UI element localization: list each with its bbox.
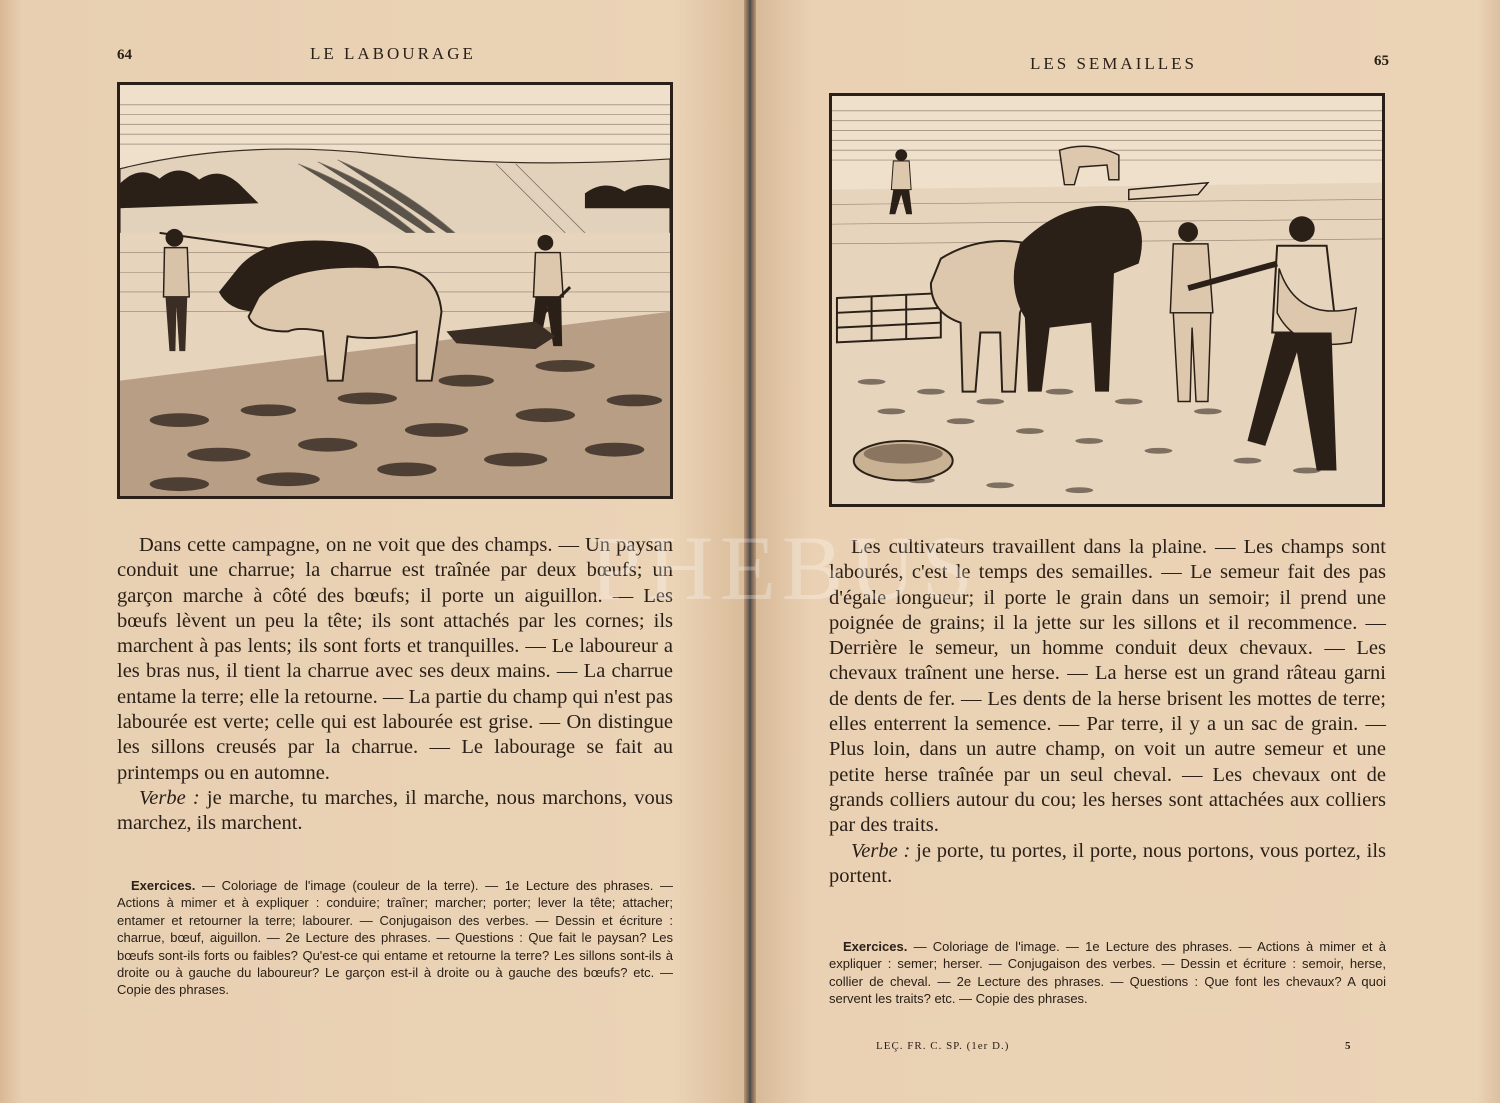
right-verbe-conjugation: je porte, tu portes, il porte, nous portons, vous portez, ils portent. (829, 839, 1386, 887)
left-exercices-text: — Coloriage de l'image (couleur de la terre). — 1e Lecture des phrases. — Actions à mimer et à expliquer : conduire; traîner; marcher; porter; lever la tête; attacher; entamer et retourner la terre; labourer. — Conjugaison des verbes. — Dessin et écriture : charrue, bœuf, aiguillon. — 2e Lecture des phrases. — Questions : Que fait le paysan? Les bœufs sont-ils forts ou faibles? Qu'est-ce qui entame et retourne la terre? Les sillons sont-ils à droite ou à gauche du laboureur? Le garçon est-il à droite ou à gauche des bœufs? etc. — Copie des phrases. (117, 878, 673, 998)
right-running-head: LES SEMAILLES (1030, 54, 1197, 73)
book-spine (744, 0, 756, 1103)
right-verbe (829, 839, 1386, 890)
left-page-number: 64 (117, 47, 132, 63)
sowing-illustration (829, 93, 1385, 507)
right-exercices-text: — Coloriage de l'image. — 1e Lecture des phrases. — Actions à mimer et à expliquer : semer; herser. — Conjugaison des verbes. — Dessin et écriture : semoir, herse, collier de cheval. — 2e Lecture des phrases. — Questions : Que font les chevaux? A quoi servent les traits? etc. — Copie des phrases. (829, 939, 1386, 1007)
watermark: PHEBUS (590, 517, 979, 619)
left-verbe (117, 786, 673, 837)
left-main-text (117, 533, 673, 837)
right-main-text (829, 535, 1386, 889)
right-page-number: 65 (1374, 53, 1389, 69)
footer-signature: LEÇ. FR. C. SP. (1er D.) (876, 1040, 1010, 1052)
left-verbe-label: Verbe : (139, 786, 200, 809)
left-exercices-label: Exercices. (131, 878, 196, 893)
right-paragraph: Les cultivateurs travaillent dans la plaine. — Les champs sont labourés, c'est le temps des semailles. — Le semeur fait des pas d'égale longueur; il porte le grain dans un semoir; il prend une poignée de grains; il la jette sur les sillons et il recommence. — Derrière le semeur, un homme conduit deux chevaux. — Les chevaux traînent une herse. — La herse est un grand râteau garni de dents de fer. — Les dents de la herse brisent les mottes de terre; elles enterrent la semence. — Par terre, il y a un sac de grain. — Plus loin, dans un autre champ, on voit un autre semeur et une petite herse traînée par un seul cheval. — Les chevaux ont de grands colliers autour du cou; les herses sont attachées aux colliers par des traits. (829, 536, 1386, 837)
left-running-head: LE LABOURAGE (310, 44, 476, 63)
right-verbe-label: Verbe : (851, 839, 911, 862)
plowing-illustration (117, 82, 673, 499)
left-verbe-conjugation: je marche, tu marches, il marche, nous marchons, vous marchez, ils marchent. (117, 786, 674, 835)
left-exercices (117, 877, 673, 999)
footer-sheet-number: 5 (1345, 1040, 1352, 1052)
left-paragraph: Dans cette campagne, on ne voit que des champs. — Un paysan conduit une charrue; la charrue est traînée par deux bœufs; un garçon marche à côté des bœufs; il porte un aiguillon. — Les bœufs lèvent un peu la tête; ils sont attachés par les cornes; ils marchent à pas lents; ils sont forts et tranquilles. — Le laboureur a les bras nus, il tient la charrue avec ses deux mains. — La charrue entame la terre; elle la retourne. — La partie du champ qui n'est pas labourée est verte; celle qui est labourée est grise. — On distingue les sillons creusés par la charrue. — Le labourage se fait au printemps ou en automne. (117, 534, 673, 784)
right-exercices (829, 938, 1386, 1008)
right-exercices-label: Exercices. (843, 939, 908, 954)
